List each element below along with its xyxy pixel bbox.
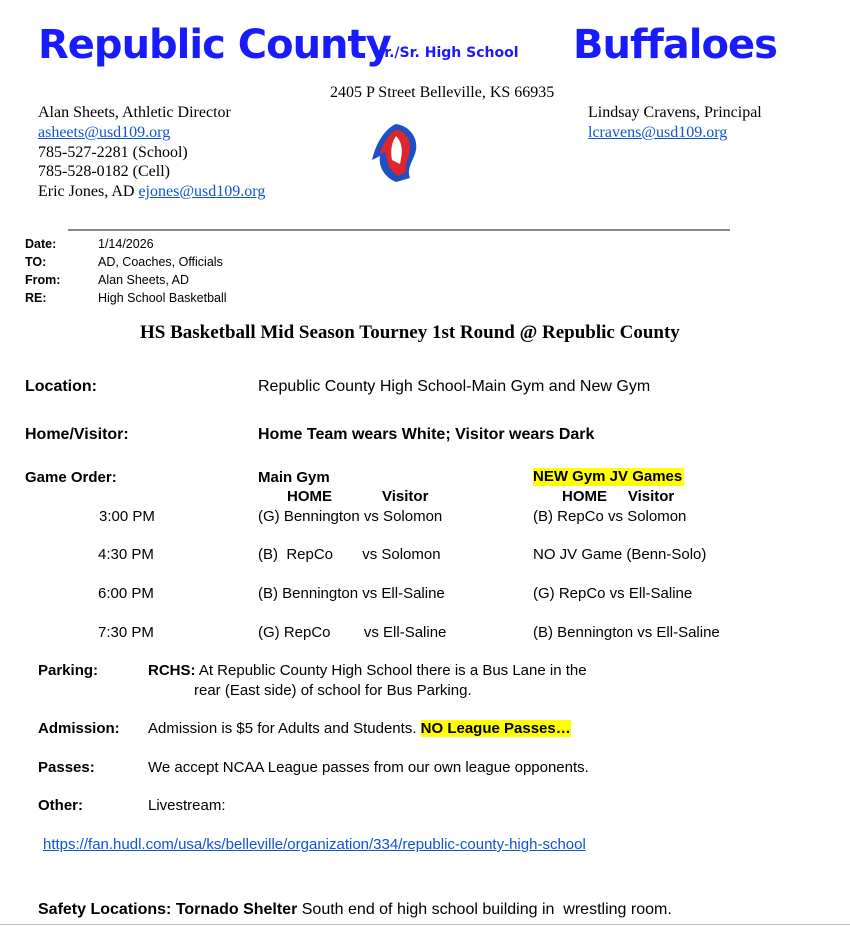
new-gym-game: NO JV Game (Benn-Solo)	[533, 546, 707, 563]
parking-line2: rear (East side) of school for Bus Parking.	[194, 682, 472, 699]
to-value: AD, Coaches, Officials	[98, 255, 223, 269]
main-gym-game: (B) RepCo vs Solomon	[258, 546, 441, 563]
livestream-link[interactable]: https://fan.hudl.com/usa/ks/belleville/organization/334/republic-county-high-school	[43, 836, 586, 853]
game-time: 6:00 PM	[98, 585, 154, 602]
admission-text: Admission is $5 for Adults and Students.	[148, 720, 421, 737]
date-label: Date:	[25, 237, 57, 251]
date-value: 1/14/2026	[98, 237, 154, 251]
game-order-label: Game Order:	[25, 469, 117, 486]
phone-cell: 785-528-0182 (Cell)	[38, 163, 170, 180]
main-gym-game: (G) RepCo vs Ell-Saline	[258, 624, 447, 641]
principal-email-link[interactable]: lcravens@usd109.org	[588, 124, 728, 141]
admission-highlight: NO League Passes…	[420, 720, 571, 737]
safety-label: Safety Locations:	[38, 901, 176, 918]
location-label	[25, 378, 97, 396]
location-label-text: Location:	[25, 378, 97, 395]
safety-text: South end of high school building in wrestling room.	[297, 901, 672, 918]
phone-school: 785-527-2281 (School)	[38, 144, 188, 161]
other-value: Livestream:	[148, 797, 226, 814]
from-label: From:	[25, 273, 61, 287]
page-edge	[0, 924, 850, 925]
main-gym-game: (G) Bennington vs Solomon	[258, 508, 443, 525]
safety-line	[38, 901, 672, 919]
new-gym-columns: HOME Visitor	[562, 488, 675, 505]
main-gym-columns: HOME Visitor	[287, 488, 429, 505]
home-visitor-value: Home Team wears White; Visitor wears Dark	[258, 426, 595, 443]
memo-heading: HS Basketball Mid Season Tourney 1st Round @ Republic County	[140, 322, 680, 343]
location-value: Republic County High School-Main Gym and New Gym	[258, 378, 651, 395]
ad-email-link[interactable]: asheets@usd109.org	[38, 124, 171, 141]
from-value: Alan Sheets, AD	[98, 273, 190, 287]
passes-label: Passes:	[38, 759, 95, 776]
school-subtitle: Jr./Sr. High School	[379, 45, 519, 61]
ad2-line	[38, 183, 265, 201]
principal-name: Lindsay Cravens, Principal	[588, 104, 762, 121]
admission-value	[148, 720, 571, 737]
school-name: Republic County	[38, 22, 391, 68]
parking-text: At Republic County High School there is a Bus Lane in the	[195, 662, 587, 679]
parking-line1	[148, 662, 587, 679]
new-gym-title: NEW Gym JV Games	[533, 468, 683, 485]
parking-prefix: RCHS:	[148, 662, 196, 679]
ad-name: Alan Sheets, Athletic Director	[38, 104, 231, 121]
home-visitor-label: Home/Visitor:	[25, 426, 129, 443]
main-gym-title: Main Gym	[258, 469, 330, 486]
re-label: RE:	[25, 291, 47, 305]
ad2-name: Eric Jones, AD	[38, 183, 139, 200]
buffalo-logo-icon	[366, 120, 422, 186]
re-value: High School Basketball	[98, 291, 227, 305]
new-gym-game: (B) RepCo vs Solomon	[533, 508, 687, 525]
to-label: TO:	[25, 255, 47, 269]
game-time: 3:00 PM	[99, 508, 155, 525]
game-time: 4:30 PM	[98, 546, 154, 563]
admission-label: Admission:	[38, 720, 120, 737]
other-label: Other:	[38, 797, 83, 814]
new-gym-game: (B) Bennington vs Ell-Saline	[533, 624, 720, 641]
mascot-name: Buffaloes	[573, 22, 777, 68]
parking-label: Parking:	[38, 662, 99, 679]
address: 2405 P Street Belleville, KS 66935	[330, 84, 555, 101]
game-time: 7:30 PM	[98, 624, 154, 641]
header-divider	[68, 229, 730, 231]
new-gym-game: (G) RepCo vs Ell-Saline	[533, 585, 693, 602]
safety-bold: Tornado Shelter	[175, 901, 298, 918]
ad2-email-link[interactable]: ejones@usd109.org	[138, 183, 266, 200]
passes-value: We accept NCAA League passes from our own league opponents.	[148, 759, 589, 776]
main-gym-game: (B) Bennington vs Ell-Saline	[258, 585, 445, 602]
